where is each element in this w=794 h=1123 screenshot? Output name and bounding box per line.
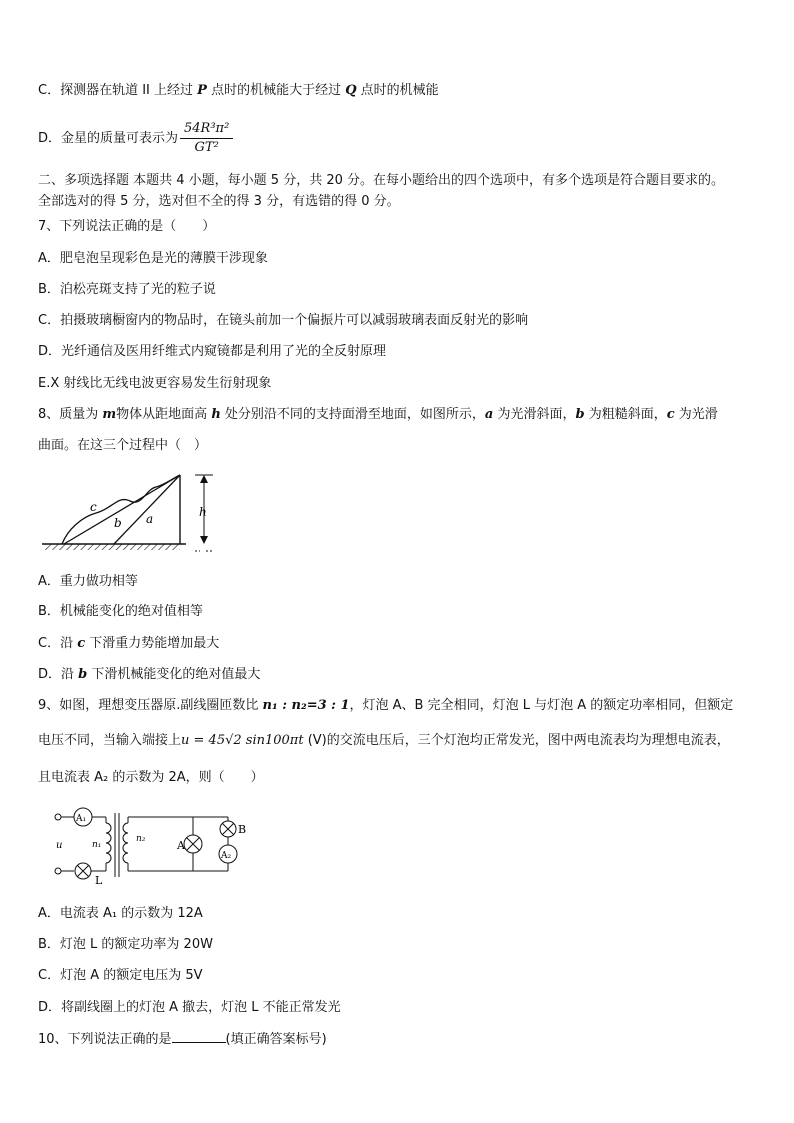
label-a2: A₂	[221, 851, 232, 861]
secondary-coil	[123, 823, 128, 863]
voltage-formula: u = 45√2 sin100πt	[181, 733, 304, 748]
q8-slopes-figure	[38, 465, 228, 560]
label-b: b	[114, 516, 122, 530]
q7-option-d: D．光纤通信及医用纤维式内窥镜都是利用了光的全反射原理	[38, 344, 387, 359]
label-a1: A₁	[76, 814, 87, 824]
q8-option-a: A．重力做功相等	[38, 574, 138, 589]
mass-fraction: $\frac{\text{54R³π²}}{\text{GT²}}$	[180, 120, 233, 157]
q9-stem-line2: 电压不同，当输入端接上u = 45√2 sin100πt (V)的交流电压后，三个灯泡均正常发光，图中两电流表均为理想电流表，	[38, 733, 730, 748]
q9-stem-line3: 且电流表 A₂ 的示数为 2A，则（ ）	[38, 770, 264, 785]
primary-coil	[106, 823, 111, 863]
q7-option-a: A．肥皂泡呈现彩色是光的薄膜干涉现象	[38, 251, 268, 266]
q9-stem-line1: 9、如图，理想变压器原.副线圈匝数比 n₁ : n₂=3 : 1，灯泡 A、B 完全相同，灯泡 L 与灯泡 A 的额定功率相同，但额定	[38, 698, 734, 713]
label-lamp-a: A	[177, 839, 185, 852]
q7-option-e: E.X 射线比无线电波更容易发生衍射现象	[38, 376, 272, 391]
q8-option-d: D．沿 b 下滑机械能变化的绝对值最大	[38, 667, 261, 682]
input-terminal-bottom	[55, 868, 61, 874]
label-u: u	[56, 840, 63, 851]
q9-circuit-figure	[50, 803, 260, 889]
q8-option-c: C．沿 c 下滑重力势能增加最大	[38, 636, 220, 651]
q8-stem-line1: 8、质量为 m物体从距地面高 h 处分别沿不同的支持面滑至地面，如图所示，a 为光滑斜面，b 为粗糙斜面，c 为光滑	[38, 407, 718, 422]
label-a: a	[146, 512, 154, 526]
q7-option-b: B．泊松亮斑支持了光的粒子说	[38, 282, 216, 297]
section2-line2: 全部选对的得 5 分，选对但不全的得 3 分，有选错的得 0 分。	[38, 194, 400, 209]
label-lamp-l: L	[95, 874, 103, 887]
h-arrow-down	[200, 536, 208, 544]
q9-option-a: A．电流表 A₁ 的示数为 12A	[38, 906, 203, 921]
ground-hatch	[44, 544, 180, 550]
label-c: c	[90, 500, 97, 514]
section2-line1: 二、多项选择题 本题共 4 小题，每小题 5 分，共 20 分。在每小题给出的四个选项中，有多个选项是符合题目要求的。	[38, 173, 725, 188]
slope-b	[64, 475, 180, 544]
q10-stem: 10、下列说法正确的是 (填正确答案标号)	[38, 1032, 327, 1047]
input-terminal-top	[55, 814, 61, 820]
label-lamp-b: B	[238, 823, 247, 836]
q9-option-b: B．灯泡 L 的额定功率为 20W	[38, 937, 213, 952]
q7-option-c: C．拍摄玻璃橱窗内的物品时，在镜头前加一个偏振片可以减弱玻璃表面反射光的影响	[38, 313, 529, 328]
q8-option-b: B．机械能变化的绝对值相等	[38, 604, 203, 619]
q8-stem-line2: 曲面。在这三个过程中（ ）	[38, 438, 208, 453]
q6-option-c: C．探测器在轨道 II 上经过 P 点时的机械能大于经过 Q 点时的机械能	[38, 83, 439, 98]
q9-option-d: D．将副线圈上的灯泡 A 撤去，灯泡 L 不能正常发光	[38, 1000, 341, 1015]
label-h: h	[199, 505, 207, 519]
q7-stem: 7、下列说法正确的是（ ）	[38, 219, 216, 234]
label-n2: n₂	[136, 834, 146, 844]
slope-a	[114, 475, 180, 544]
h-arrow-up	[200, 475, 208, 483]
answer-blank[interactable]	[172, 1030, 226, 1043]
q6-option-d: D．金星的质量可表示为 $\frac{\text{54R³π²}}{\text{GT²}}$	[38, 120, 233, 157]
label-n1: n₁	[92, 840, 102, 850]
q9-option-c: C．灯泡 A 的额定电压为 5V	[38, 968, 203, 983]
